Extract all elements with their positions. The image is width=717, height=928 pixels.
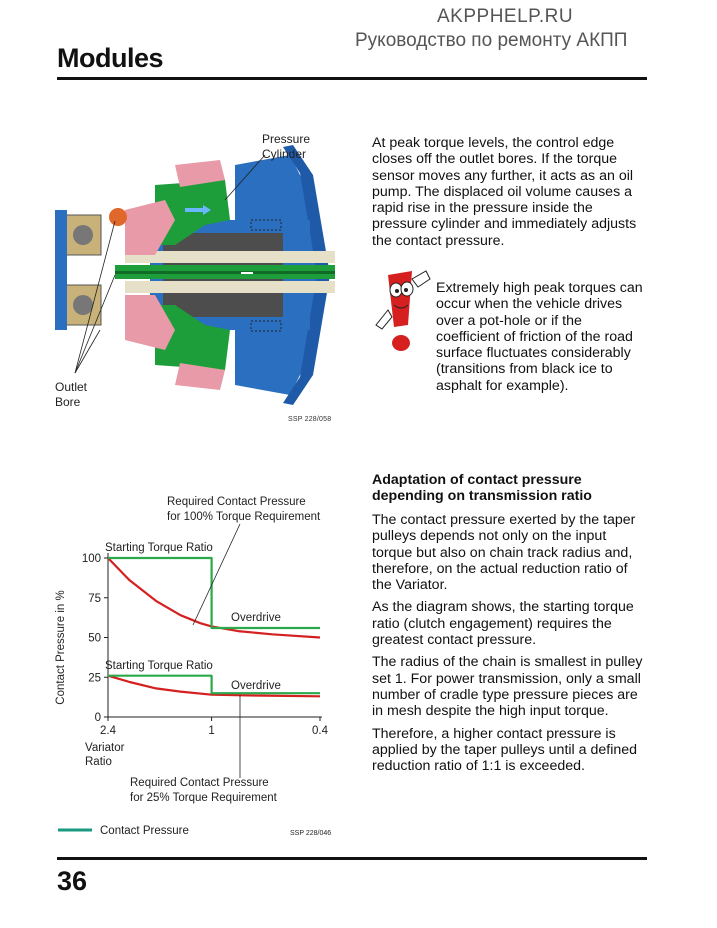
y-tick-label: 50 [88, 632, 101, 645]
annotation-required-100: Required Contact Pressure [167, 496, 306, 508]
annotation-required-100: for 100% Torque Requirement [167, 511, 321, 523]
annotation-overdrive-upper: Overdrive [231, 612, 281, 624]
series-step-100 [108, 558, 320, 628]
section-heading-line2: depending on transmission ratio [372, 488, 592, 505]
annotation-starting-torque-upper: Starting Torque Ratio [105, 542, 213, 554]
legend-label: Contact Pressure [100, 825, 189, 837]
footer-rule [57, 857, 647, 860]
series-required-100 [108, 558, 320, 638]
intro-paragraph: At peak torque levels, the control edge closes off the outlet bores. If the torque sensor moves any further, it acts as an oil pump. The displaced oil volume causes a rapid rise in the pressure inside the pressure cylinder and immediately adjusts the contact pressure. [372, 135, 637, 249]
y-tick-label: 75 [88, 592, 101, 605]
page-title: Modules [57, 43, 164, 73]
pressure-cylinder-cutaway-diagram [55, 125, 345, 425]
label-pressure-cylinder-line1: Pressure [262, 132, 311, 146]
y-tick-label: 25 [88, 672, 101, 685]
label-outlet-bore-line1: Outlet [55, 380, 88, 394]
contact-pressure-chart [40, 490, 350, 855]
x-axis-label: Variator [85, 742, 125, 754]
section-paragraph: Therefore, a higher contact pressure is applied by the taper pulleys until a defined reduction ratio of 1:1 is exceeded. [372, 725, 638, 775]
section-paragraph: The contact pressure exerted by the taper pulleys depends not only on the input torque but also on chain track radius and, therefore, on the actual reduction ratio of the Variator. [372, 512, 636, 594]
annotation-overdrive-lower: Overdrive [231, 680, 281, 692]
section-paragraph: The radius of the chain is smallest in pulley set 1. For power transmission, only a small number of cradle type pressure pieces are in mesh despite the high input torque. [372, 654, 643, 720]
figure-ref-chart: SSP 228/046 [290, 830, 332, 837]
label-outlet-bore [55, 380, 87, 409]
label-outlet-bore-line2: Bore [55, 394, 81, 409]
exclamation-mascot-icon [370, 265, 432, 355]
x-tick-label: 2.4 [100, 725, 116, 737]
label-pressure-cylinder [262, 132, 310, 161]
leader-required-100 [193, 524, 240, 625]
section-heading-line1: Adaptation of contact pressure [372, 472, 582, 488]
section-paragraph: As the diagram shows, the starting torque ratio (clutch engagement) requires the greatest contact pressure. [372, 599, 634, 649]
header-rule [57, 77, 647, 80]
y-tick-label: 100 [81, 553, 101, 565]
page-number: 36 [57, 866, 88, 896]
annotation-starting-torque-lower: Starting Torque Ratio [105, 660, 213, 672]
section-heading [372, 472, 647, 505]
control-edge-valve [109, 208, 127, 226]
x-axis-label: Ratio [85, 756, 112, 768]
annotation-required-25: for 25% Torque Requirement [130, 792, 277, 804]
y-axis-label: Contact Pressure in % [55, 590, 67, 705]
y-tick-label: 0 [94, 712, 101, 724]
x-tick-label: 1 [208, 725, 215, 737]
watermark-site: AKPPHELP.RU [437, 6, 574, 27]
label-pressure-cylinder-line2: Cylinder [262, 146, 307, 161]
x-tick-label: 0.4 [312, 725, 328, 737]
annotation-required-25: Required Contact Pressure [130, 777, 269, 789]
figure-ref-top: SSP 228/058 [288, 416, 332, 423]
watermark-subtitle: Руководство по ремонту АКПП [355, 30, 628, 51]
section-body [372, 512, 647, 780]
note-text: Extremely high peak torques can occur when the vehicle drives over a pot-hole or if the coefficient of friction of the road surface fluctuates considerably (transitions from black ice to asphalt for example). [436, 280, 643, 394]
